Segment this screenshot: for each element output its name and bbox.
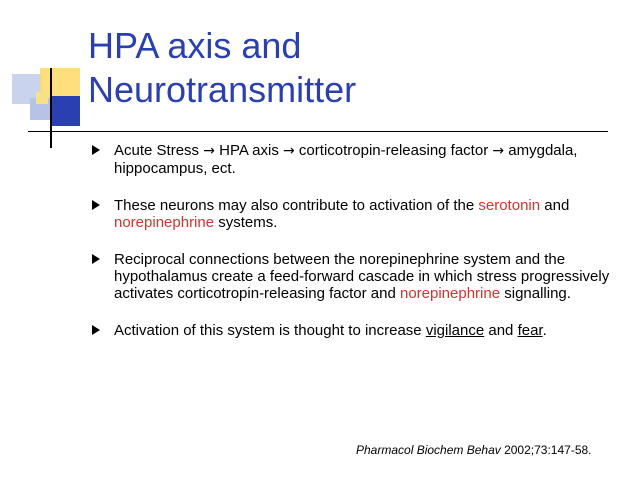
bullet-arrow-icon [92,254,100,264]
decor-vertical-line [50,68,52,148]
highlight-norepinephrine: norepinephrine [114,214,215,231]
bullet-3-text-b: signalling. [500,285,571,302]
bullet-4-text-b: and [484,322,518,339]
link-fear[interactable]: fear [517,322,543,339]
bullet-1-text-a: Acute Stress [114,142,204,159]
bullet-arrow-icon [92,200,100,210]
bullet-4-text-c: . [542,322,547,339]
bullet-3-text-a: Reciprocal connections between the norepinephrine system and the hypothalamus create a feed-forward cascade in which stress progressively activates corticotropin-releasing factor and [114,251,610,302]
bullet-1-text-c: corticotropin-releasing factor [294,142,493,159]
slide-title [88,24,356,112]
citation-journal: Pharmacol Biochem Behav [356,443,501,457]
link-vigilance[interactable]: vigilance [425,322,485,339]
bullet-arrow-icon [92,325,100,335]
bullet-list [0,142,638,359]
bullet-2-text-a: These neurons may also contribute to activation of the [114,197,479,214]
right-arrow-icon: → [283,143,295,159]
bullet-item-1 [0,142,638,177]
bullet-arrow-icon [92,145,100,155]
bullet-item-4 [0,322,638,339]
citation [356,443,592,457]
right-arrow-icon: → [492,143,505,159]
bullet-item-2 [0,197,638,231]
bullet-1-text-d: amygdala, hippocampus, ect. [114,142,578,177]
bullet-4-text-a: Activation of this system is thought to increase [114,322,426,339]
bullet-2-text-c: systems. [214,214,278,231]
right-arrow-icon: → [203,143,215,159]
decor-square-dark-blue [52,96,80,126]
bullet-item-3 [0,251,638,302]
highlight-serotonin: serotonin [478,197,541,214]
title-divider [28,131,608,132]
title-line-2: Neurotransmitter [88,69,357,110]
highlight-norepinephrine: norepinephrine [399,285,501,302]
decor-square-yellow-small [36,92,48,104]
bullet-2-text-b: and [540,197,570,214]
title-line-1: HPA axis and [88,25,302,66]
citation-ref: 2002;73:147-58. [500,443,592,457]
bullet-1-text-b: HPA axis [214,142,284,159]
